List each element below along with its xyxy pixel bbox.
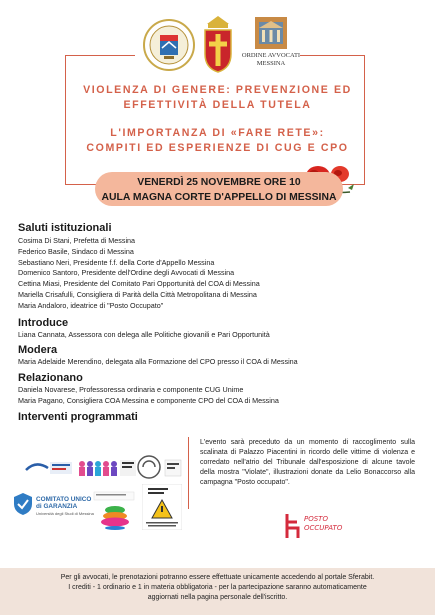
saluti-list	[18, 236, 423, 312]
introduce-heading: Introduce	[18, 316, 69, 329]
title-line-4: COMPITI ED ESPERIENZE DI CUG E CPO	[86, 142, 349, 154]
cug-shield-icon	[12, 492, 34, 516]
sponsor-logo-strip-icon	[24, 452, 184, 482]
list-item: Domenico Santoro, Presidente dell'Ordine degli Avvocati di Messina	[18, 268, 235, 278]
saluti-heading: Saluti istituzionali	[18, 222, 112, 234]
ordine-avvocati-building-logo	[254, 16, 288, 50]
warning-sign-poster-icon	[142, 484, 182, 530]
event-date-venue-pill	[95, 172, 343, 206]
ordine-label: ORDINE AVVOCATI	[241, 52, 301, 59]
list-item: Maria Adelaide Merendino, delegata alla Formazione del CPO presso il COA di Messina	[18, 357, 298, 367]
relazionano-heading: Relazionano	[18, 372, 83, 385]
list-item: Cosima Di Stani, Prefetta di Messina	[18, 236, 136, 245]
event-note: L'evento sarà preceduto da un momento di raccoglimento sulla scalinata di Palazzo Piacentini in ricordo delle vittime di violenza e corredato nell'atrio del Tribunale dall'esposizione di alcune tavole della mostra "Violate", illustrazioni donate da Lelio Bonaccorso alla campagna "Posto occupato".	[200, 439, 415, 486]
cug-line-1: COMITATO UNICO	[36, 496, 92, 503]
posto-line-2: OCCUPATO	[304, 524, 343, 532]
list-item: Federico Basile, Sindaco di Messina	[18, 246, 134, 256]
list-item: Daniela Novarese, Professoressa ordinaria e componente CUG Unime	[18, 385, 244, 395]
list-item: Maria Pagano, Consigliera COA Messina e componente CPO del COA di Messina	[18, 395, 279, 405]
footer-line-2: I crediti - 1 ordinario e 1 in materia obbligatoria - per la partecipazione saranno automaticamente	[68, 584, 367, 591]
title-line-3: L'IMPORTANZA DI «FARE RETE»:	[110, 127, 325, 139]
cug-label	[36, 496, 94, 517]
interventi-heading: Interventi programmati	[18, 410, 138, 423]
footer	[0, 568, 435, 615]
list-item: Sebastiano Neri, Presidente f.f. della Corte d'Appello Messina	[18, 257, 215, 267]
list-item: Cettina Miasi, Presidente del Comitato Pari Opportunità del COA di Messina	[18, 279, 260, 289]
list-item: Liana Cannata, Assessora con delega alle Politiche giovanili e Pari Opportunità	[18, 329, 270, 339]
footer-line-1: Per gli avvocati, le prenotazioni potranno essere effettuate unicamente accedendo al portale Sferabit.	[60, 574, 375, 581]
ordine-city: MESSINA	[256, 60, 286, 67]
title-line-2: EFFETTIVITÀ DELLA TUTELA	[123, 99, 312, 111]
posto-line-1: POSTO	[304, 515, 328, 523]
colored-discs-logo-icon	[92, 490, 138, 530]
frame-top-left	[65, 55, 135, 56]
footer-line-3: aggiornati nella pagina personale dell'iscritto.	[147, 594, 288, 601]
event-venue: AULA MAGNA CORTE D'APPELLO DI MESSINA	[101, 192, 337, 203]
cug-line-2: di GARANZIA	[36, 503, 78, 510]
frame-top-right	[300, 55, 365, 56]
event-date: VENERDÌ 25 NOVEMBRE ORE 10	[137, 177, 301, 188]
cug-line-3: Università degli Studi di Messina	[36, 511, 94, 516]
list-item: Mariella Crisafulli, Consigliera di Parità della Città Metropolitana di Messina	[18, 289, 257, 299]
title-line-1: VIOLENZA DI GENERE: PREVENZIONE ED	[83, 84, 352, 96]
posto-occupato-label	[304, 515, 342, 533]
program-content	[18, 219, 423, 424]
list-item: Maria Andaloro, ideatrice di "Posto Occupato"	[18, 300, 164, 310]
modera-heading: Modera	[18, 344, 58, 357]
posto-occupato-chair-icon	[284, 512, 302, 540]
